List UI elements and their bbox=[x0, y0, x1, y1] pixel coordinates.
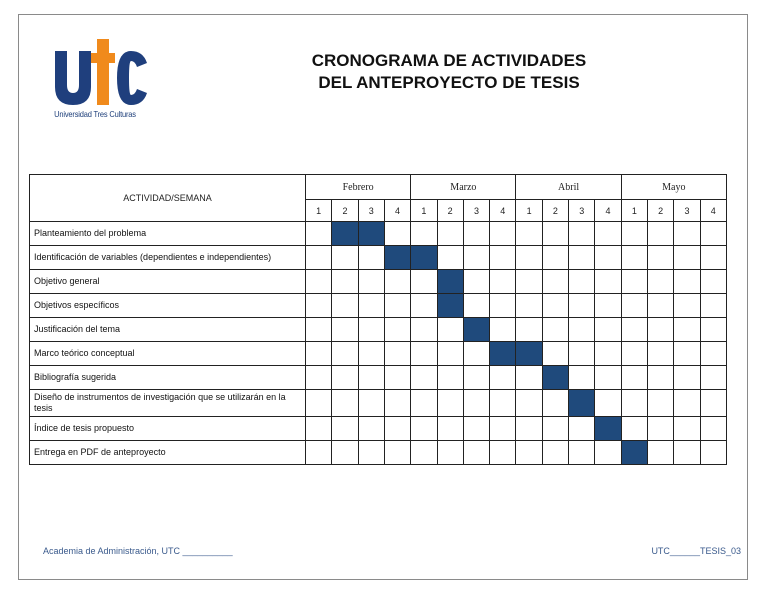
week-cell bbox=[516, 246, 542, 270]
week-cell bbox=[700, 318, 726, 342]
week-cell bbox=[516, 366, 542, 390]
week-header: 1 bbox=[306, 200, 332, 222]
week-cell bbox=[358, 270, 384, 294]
week-cell bbox=[332, 342, 358, 366]
week-cell bbox=[490, 246, 516, 270]
week-header: 2 bbox=[437, 200, 463, 222]
week-cell bbox=[569, 441, 595, 465]
week-cell bbox=[437, 390, 463, 417]
week-cell bbox=[384, 417, 410, 441]
week-cell bbox=[306, 318, 332, 342]
week-cell bbox=[516, 270, 542, 294]
week-cell bbox=[542, 390, 568, 417]
week-cell bbox=[700, 441, 726, 465]
week-header: 4 bbox=[700, 200, 726, 222]
activity-label: Bibliografía sugerida bbox=[30, 366, 306, 390]
week-cell bbox=[332, 417, 358, 441]
week-header: 3 bbox=[358, 200, 384, 222]
table-row bbox=[30, 270, 727, 294]
week-cell bbox=[595, 294, 621, 318]
week-cell bbox=[437, 417, 463, 441]
week-cell bbox=[595, 270, 621, 294]
week-cell bbox=[648, 390, 674, 417]
scheduled-week-cell bbox=[516, 342, 542, 366]
month-header-row bbox=[30, 175, 727, 200]
week-cell bbox=[411, 417, 437, 441]
week-cell bbox=[358, 366, 384, 390]
week-header: 1 bbox=[411, 200, 437, 222]
week-cell bbox=[621, 417, 647, 441]
table-row bbox=[30, 342, 727, 366]
week-cell bbox=[569, 270, 595, 294]
week-cell bbox=[648, 342, 674, 366]
week-cell bbox=[437, 318, 463, 342]
week-cell bbox=[490, 390, 516, 417]
week-header: 4 bbox=[595, 200, 621, 222]
table-row bbox=[30, 366, 727, 390]
scheduled-week-cell bbox=[490, 342, 516, 366]
week-cell bbox=[463, 294, 489, 318]
month-header: Marzo bbox=[411, 175, 516, 200]
week-cell bbox=[595, 246, 621, 270]
activity-label: Objetivos específicos bbox=[30, 294, 306, 318]
week-cell bbox=[621, 342, 647, 366]
week-cell bbox=[384, 294, 410, 318]
activity-label: Diseño de instrumentos de investigación que se utilizarán en la tesis bbox=[30, 390, 306, 417]
week-cell bbox=[490, 318, 516, 342]
week-cell bbox=[384, 441, 410, 465]
week-cell bbox=[463, 390, 489, 417]
week-cell bbox=[648, 366, 674, 390]
week-cell bbox=[332, 366, 358, 390]
week-cell bbox=[569, 246, 595, 270]
week-cell bbox=[516, 222, 542, 246]
week-cell bbox=[621, 270, 647, 294]
week-cell bbox=[490, 366, 516, 390]
week-cell bbox=[358, 342, 384, 366]
page-title bbox=[259, 50, 639, 94]
week-header: 3 bbox=[674, 200, 700, 222]
week-cell bbox=[306, 294, 332, 318]
week-cell bbox=[674, 390, 700, 417]
week-cell bbox=[621, 318, 647, 342]
week-header: 1 bbox=[621, 200, 647, 222]
week-cell bbox=[463, 366, 489, 390]
week-cell bbox=[490, 417, 516, 441]
week-cell bbox=[648, 318, 674, 342]
week-cell bbox=[542, 417, 568, 441]
week-cell bbox=[358, 390, 384, 417]
week-cell bbox=[463, 246, 489, 270]
schedule-body bbox=[30, 222, 727, 465]
week-cell bbox=[595, 318, 621, 342]
table-row bbox=[30, 441, 727, 465]
week-header: 1 bbox=[516, 200, 542, 222]
week-cell bbox=[621, 294, 647, 318]
week-cell bbox=[569, 318, 595, 342]
activity-label: Identificación de variables (dependientes e independientes) bbox=[30, 246, 306, 270]
week-cell bbox=[490, 294, 516, 318]
week-cell bbox=[437, 342, 463, 366]
week-cell bbox=[358, 246, 384, 270]
week-cell bbox=[463, 222, 489, 246]
week-cell bbox=[490, 222, 516, 246]
week-cell bbox=[332, 441, 358, 465]
week-cell bbox=[595, 390, 621, 417]
scheduled-week-cell bbox=[358, 222, 384, 246]
week-cell bbox=[700, 390, 726, 417]
week-cell bbox=[674, 417, 700, 441]
week-cell bbox=[542, 222, 568, 246]
week-cell bbox=[437, 246, 463, 270]
week-cell bbox=[411, 318, 437, 342]
week-cell bbox=[384, 390, 410, 417]
scheduled-week-cell bbox=[621, 441, 647, 465]
utc-logo bbox=[51, 33, 151, 123]
week-cell bbox=[411, 390, 437, 417]
week-header: 2 bbox=[542, 200, 568, 222]
week-cell bbox=[674, 270, 700, 294]
schedule-table bbox=[29, 174, 727, 465]
week-header: 4 bbox=[384, 200, 410, 222]
week-cell bbox=[569, 222, 595, 246]
week-header: 3 bbox=[463, 200, 489, 222]
week-cell bbox=[621, 246, 647, 270]
week-header: 3 bbox=[569, 200, 595, 222]
week-cell bbox=[490, 270, 516, 294]
week-cell bbox=[358, 417, 384, 441]
week-header: 2 bbox=[648, 200, 674, 222]
title-line-1: CRONOGRAMA DE ACTIVIDADES bbox=[311, 51, 587, 70]
week-cell bbox=[516, 390, 542, 417]
week-cell bbox=[648, 246, 674, 270]
week-cell bbox=[384, 270, 410, 294]
week-cell bbox=[332, 270, 358, 294]
week-cell bbox=[700, 246, 726, 270]
scheduled-week-cell bbox=[542, 366, 568, 390]
activity-label: Objetivo general bbox=[30, 270, 306, 294]
week-cell bbox=[306, 417, 332, 441]
week-cell bbox=[542, 294, 568, 318]
week-cell bbox=[648, 417, 674, 441]
week-cell bbox=[542, 318, 568, 342]
week-cell bbox=[621, 222, 647, 246]
week-cell bbox=[595, 222, 621, 246]
week-cell bbox=[411, 366, 437, 390]
week-cell bbox=[437, 222, 463, 246]
week-cell bbox=[648, 294, 674, 318]
activity-week-header: ACTIVIDAD/SEMANA bbox=[30, 175, 306, 222]
week-cell bbox=[674, 246, 700, 270]
week-cell bbox=[674, 222, 700, 246]
activity-label: Planteamiento del problema bbox=[30, 222, 306, 246]
activity-label: Marco teórico conceptual bbox=[30, 342, 306, 366]
week-cell bbox=[595, 342, 621, 366]
week-cell bbox=[463, 441, 489, 465]
week-cell bbox=[674, 366, 700, 390]
week-header: 2 bbox=[332, 200, 358, 222]
week-cell bbox=[700, 417, 726, 441]
scheduled-week-cell bbox=[411, 246, 437, 270]
week-cell bbox=[516, 294, 542, 318]
week-cell bbox=[700, 294, 726, 318]
week-header: 4 bbox=[490, 200, 516, 222]
title-line-2: DEL ANTEPROYECTO DE TESIS bbox=[318, 73, 580, 92]
footer-academy: Academia de Administración, UTC __________ bbox=[43, 546, 233, 556]
week-cell bbox=[332, 390, 358, 417]
activity-label: Índice de tesis propuesto bbox=[30, 417, 306, 441]
week-cell bbox=[358, 318, 384, 342]
week-cell bbox=[674, 441, 700, 465]
week-cell bbox=[490, 441, 516, 465]
week-cell bbox=[700, 366, 726, 390]
week-cell bbox=[542, 270, 568, 294]
week-cell bbox=[542, 441, 568, 465]
scheduled-week-cell bbox=[437, 294, 463, 318]
week-cell bbox=[306, 222, 332, 246]
table-row bbox=[30, 294, 727, 318]
week-cell bbox=[437, 366, 463, 390]
week-cell bbox=[569, 342, 595, 366]
week-cell bbox=[384, 342, 410, 366]
activity-label: Justificación del tema bbox=[30, 318, 306, 342]
week-cell bbox=[516, 417, 542, 441]
activity-label: Entrega en PDF de anteproyecto bbox=[30, 441, 306, 465]
week-cell bbox=[332, 318, 358, 342]
week-cell bbox=[306, 441, 332, 465]
week-cell bbox=[463, 417, 489, 441]
week-cell bbox=[411, 441, 437, 465]
scheduled-week-cell bbox=[437, 270, 463, 294]
week-cell bbox=[674, 294, 700, 318]
week-cell bbox=[358, 294, 384, 318]
week-cell bbox=[700, 342, 726, 366]
scheduled-week-cell bbox=[332, 222, 358, 246]
week-cell bbox=[463, 270, 489, 294]
scheduled-week-cell bbox=[384, 246, 410, 270]
week-cell bbox=[648, 222, 674, 246]
week-cell bbox=[306, 390, 332, 417]
week-cell bbox=[384, 318, 410, 342]
week-cell bbox=[306, 342, 332, 366]
week-cell bbox=[306, 270, 332, 294]
week-cell bbox=[411, 222, 437, 246]
utc-logo-mark bbox=[51, 33, 151, 111]
week-cell bbox=[700, 222, 726, 246]
table-row bbox=[30, 390, 727, 417]
month-header: Febrero bbox=[306, 175, 411, 200]
month-header: Abril bbox=[516, 175, 621, 200]
week-cell bbox=[411, 342, 437, 366]
week-cell bbox=[621, 366, 647, 390]
week-cell bbox=[542, 342, 568, 366]
week-cell bbox=[569, 294, 595, 318]
table-row bbox=[30, 318, 727, 342]
week-cell bbox=[384, 222, 410, 246]
week-cell bbox=[595, 366, 621, 390]
week-cell bbox=[437, 441, 463, 465]
week-cell bbox=[700, 270, 726, 294]
scheduled-week-cell bbox=[463, 318, 489, 342]
week-cell bbox=[542, 246, 568, 270]
week-cell bbox=[463, 342, 489, 366]
document-page bbox=[18, 14, 748, 580]
week-cell bbox=[516, 318, 542, 342]
table-row bbox=[30, 246, 727, 270]
week-cell bbox=[411, 294, 437, 318]
logo-caption: Universidad Tres Culturas bbox=[54, 109, 136, 119]
week-cell bbox=[648, 441, 674, 465]
scheduled-week-cell bbox=[569, 390, 595, 417]
week-cell bbox=[674, 342, 700, 366]
month-header: Mayo bbox=[621, 175, 726, 200]
week-cell bbox=[332, 246, 358, 270]
week-cell bbox=[332, 294, 358, 318]
week-cell bbox=[411, 270, 437, 294]
week-cell bbox=[621, 390, 647, 417]
week-cell bbox=[358, 441, 384, 465]
week-cell bbox=[569, 417, 595, 441]
week-cell bbox=[595, 441, 621, 465]
week-cell bbox=[648, 270, 674, 294]
scheduled-week-cell bbox=[595, 417, 621, 441]
week-cell bbox=[384, 366, 410, 390]
table-row bbox=[30, 417, 727, 441]
table-row bbox=[30, 222, 727, 246]
footer-code: UTC______TESIS_03 bbox=[651, 546, 741, 556]
week-cell bbox=[674, 318, 700, 342]
week-cell bbox=[306, 246, 332, 270]
week-cell bbox=[516, 441, 542, 465]
week-cell bbox=[569, 366, 595, 390]
week-cell bbox=[306, 366, 332, 390]
